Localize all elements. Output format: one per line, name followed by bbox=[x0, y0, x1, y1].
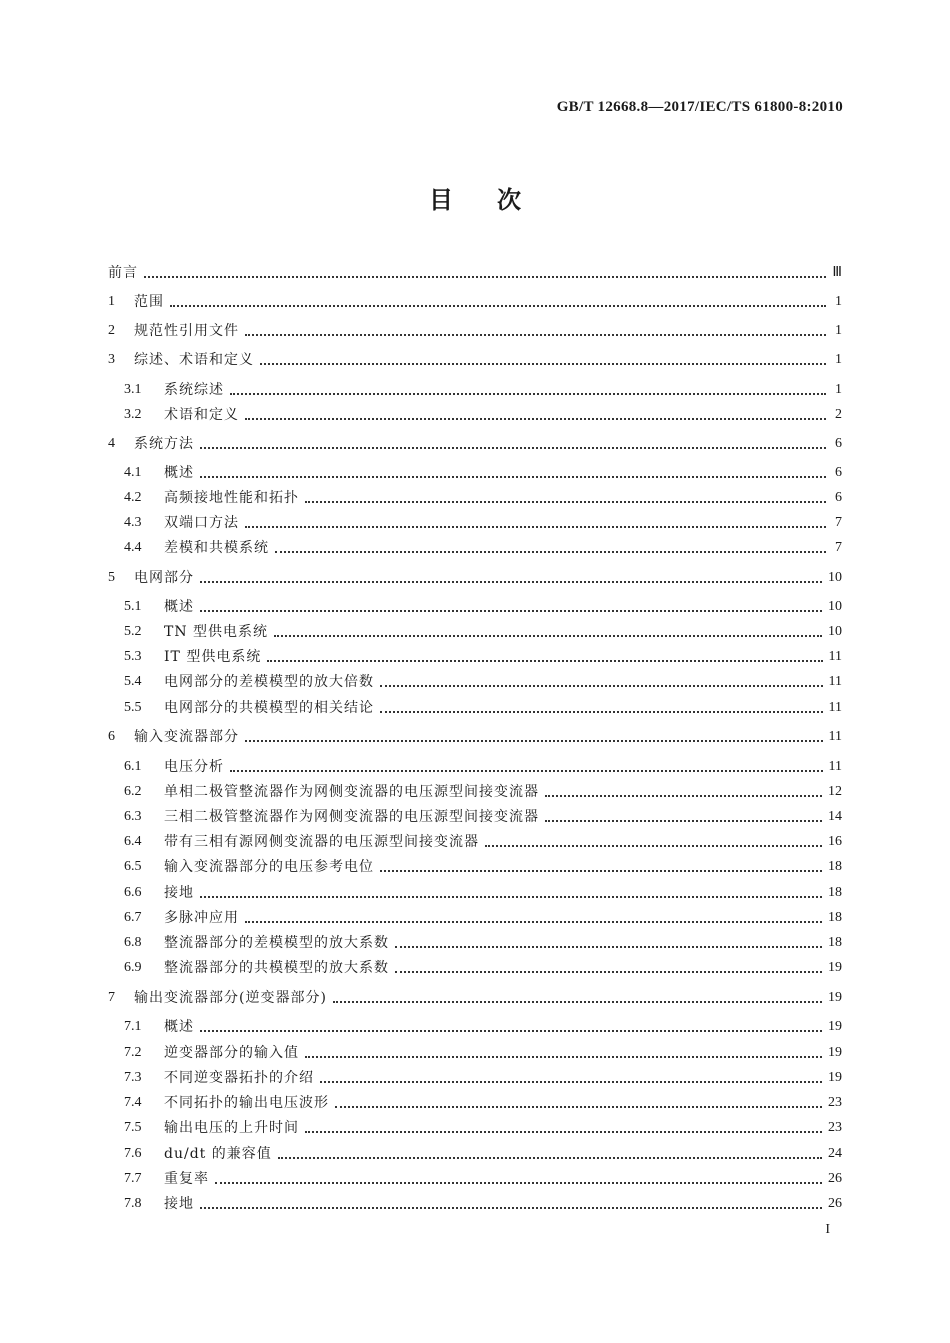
toc-entry-number: 7.1 bbox=[124, 1019, 142, 1034]
toc-entry-number: 5.3 bbox=[124, 649, 142, 664]
dot-leader bbox=[245, 418, 826, 420]
dot-leader bbox=[245, 334, 826, 336]
toc-entry-label: 单相二极管整流器作为网侧变流器的电压源型间接变流器 bbox=[164, 784, 539, 800]
toc-entry-page: 19 bbox=[828, 1070, 842, 1085]
toc-entry-number: 4 bbox=[108, 436, 115, 451]
toc-entry[interactable] bbox=[108, 907, 842, 929]
dot-leader bbox=[335, 1106, 822, 1108]
dot-leader bbox=[230, 770, 823, 772]
toc-entry[interactable] bbox=[108, 379, 842, 401]
toc-entry-label: IT 型供电系统 bbox=[164, 649, 262, 665]
toc-entry[interactable] bbox=[108, 433, 842, 455]
toc-entry-number: 5 bbox=[108, 570, 115, 585]
dot-leader bbox=[395, 971, 822, 973]
toc-entry-number: 7.6 bbox=[124, 1146, 142, 1161]
dot-leader bbox=[200, 447, 826, 449]
toc-entry-label: 输出变流器部分(逆变器部分) bbox=[134, 990, 327, 1006]
toc-entry[interactable] bbox=[108, 349, 842, 371]
toc-entry-label: 多脉冲应用 bbox=[164, 910, 239, 926]
toc-entry[interactable] bbox=[108, 1016, 842, 1038]
toc-entry-page: 11 bbox=[828, 700, 842, 715]
toc-entry-number: 6.8 bbox=[124, 935, 142, 950]
toc-entry[interactable] bbox=[108, 806, 842, 828]
toc-entry-label: 接地 bbox=[164, 885, 194, 901]
toc-entry[interactable] bbox=[108, 621, 842, 643]
toc-entry-page: 7 bbox=[835, 540, 842, 555]
toc-entry-number: 6.3 bbox=[124, 809, 142, 824]
toc-entry[interactable] bbox=[108, 1067, 842, 1089]
toc-entry-number: 5.4 bbox=[124, 674, 142, 689]
toc-entry[interactable] bbox=[108, 1092, 842, 1114]
page-number: I bbox=[825, 1222, 830, 1237]
toc-entry-number: 4.2 bbox=[124, 490, 142, 505]
toc-entry-number: 6.2 bbox=[124, 784, 142, 799]
dot-leader bbox=[245, 921, 822, 923]
toc-entry-label: 电网部分 bbox=[134, 570, 194, 586]
dot-leader bbox=[545, 820, 822, 822]
toc-entry-page: 16 bbox=[828, 834, 842, 849]
toc-entry[interactable] bbox=[108, 1143, 842, 1165]
dot-leader bbox=[170, 305, 826, 307]
page-title: 目次 bbox=[429, 185, 565, 214]
toc-entry-page: 23 bbox=[828, 1095, 842, 1110]
dot-leader bbox=[267, 660, 822, 662]
toc-entry[interactable] bbox=[108, 781, 842, 803]
toc-entry-page: 19 bbox=[828, 1045, 842, 1060]
toc-entry[interactable] bbox=[108, 1042, 842, 1064]
toc-entry-page: 23 bbox=[828, 1120, 842, 1135]
toc-entry-page: 14 bbox=[828, 809, 842, 824]
toc-entry[interactable] bbox=[108, 756, 842, 778]
toc-entry-page: 6 bbox=[835, 436, 842, 451]
dot-leader bbox=[278, 1157, 822, 1159]
toc-entry-page: 11 bbox=[828, 674, 842, 689]
toc-entry-page: 1 bbox=[835, 382, 842, 397]
dot-leader bbox=[230, 393, 826, 395]
toc-entry-label: 输入变流器部分 bbox=[134, 729, 239, 745]
toc-entry-label: 前言 bbox=[108, 265, 138, 281]
toc-entry-number: 3.2 bbox=[124, 407, 142, 422]
toc-entry-number: 7.2 bbox=[124, 1045, 142, 1060]
toc-entry-page: 12 bbox=[828, 784, 842, 799]
toc-entry[interactable] bbox=[108, 567, 842, 589]
toc-entry-page: 1 bbox=[835, 352, 842, 367]
toc-entry-label: 带有三相有源网侧变流器的电压源型间接变流器 bbox=[164, 834, 479, 850]
toc-entry[interactable] bbox=[108, 1193, 842, 1215]
toc-entry-label: 重复率 bbox=[164, 1171, 209, 1187]
toc-entry-number: 5.2 bbox=[124, 624, 142, 639]
toc-entry-number: 7 bbox=[108, 990, 115, 1005]
dot-leader bbox=[380, 685, 823, 687]
toc-entry-label: 系统综述 bbox=[164, 382, 224, 398]
dot-leader bbox=[305, 1131, 822, 1133]
toc-entry-label: 双端口方法 bbox=[164, 515, 239, 531]
toc-entry-number: 7.7 bbox=[124, 1171, 142, 1186]
toc-entry-label: du/dt 的兼容值 bbox=[164, 1146, 272, 1162]
toc-entry[interactable] bbox=[108, 1168, 842, 1190]
toc-entry-label: 整流器部分的差模模型的放大系数 bbox=[164, 935, 389, 951]
toc-entry-label: 概述 bbox=[164, 1019, 194, 1035]
toc-entry-number: 4.1 bbox=[124, 465, 142, 480]
toc-entry[interactable] bbox=[108, 487, 842, 509]
toc-entry-label: 输出电压的上升时间 bbox=[164, 1120, 299, 1136]
dot-leader bbox=[380, 711, 823, 713]
toc-entry[interactable] bbox=[108, 957, 842, 979]
toc-entry-number: 6.9 bbox=[124, 960, 142, 975]
toc-entry-page: 1 bbox=[835, 323, 842, 338]
toc-entry[interactable] bbox=[108, 291, 842, 313]
toc-entry-label: 范围 bbox=[134, 294, 164, 310]
toc-entry-number: 7.4 bbox=[124, 1095, 142, 1110]
toc-entry[interactable] bbox=[108, 856, 842, 878]
toc-entry-page: 18 bbox=[828, 910, 842, 925]
toc-entry-label: TN 型供电系统 bbox=[164, 624, 269, 640]
toc-entry-label: 高频接地性能和拓扑 bbox=[164, 490, 299, 506]
dot-leader bbox=[200, 476, 826, 478]
toc-entry[interactable] bbox=[108, 512, 842, 534]
toc-entry-label: 规范性引用文件 bbox=[134, 323, 239, 339]
toc-entry-label: 概述 bbox=[164, 465, 194, 481]
toc-entry-page: 11 bbox=[828, 649, 842, 664]
toc-entry-label: 不同逆变器拓扑的介绍 bbox=[164, 1070, 314, 1086]
toc-entry-number: 6.5 bbox=[124, 859, 142, 874]
toc-entry-label: 电网部分的共模模型的相关结论 bbox=[164, 700, 374, 716]
toc-entry-page: 10 bbox=[828, 570, 842, 585]
dot-leader bbox=[305, 1056, 822, 1058]
dot-leader bbox=[275, 551, 826, 553]
toc-entry-number: 5.1 bbox=[124, 599, 142, 614]
dot-leader bbox=[320, 1081, 822, 1083]
toc-entry-number: 7.3 bbox=[124, 1070, 142, 1085]
toc-entry-number: 3 bbox=[108, 352, 115, 367]
toc-entry-number: 6.4 bbox=[124, 834, 142, 849]
toc-entry-page: 26 bbox=[828, 1196, 842, 1211]
toc-entry-label: 输入变流器部分的电压参考电位 bbox=[164, 859, 374, 875]
toc-entry-label: 整流器部分的共模模型的放大系数 bbox=[164, 960, 389, 976]
toc-entry-label: 系统方法 bbox=[134, 436, 194, 452]
toc-entry-page: 7 bbox=[835, 515, 842, 530]
toc-entry-page: 2 bbox=[835, 407, 842, 422]
dot-leader bbox=[274, 635, 822, 637]
toc-entry-label: 综述、术语和定义 bbox=[134, 352, 254, 368]
toc-entry[interactable] bbox=[108, 882, 842, 904]
toc-entry-number: 4.3 bbox=[124, 515, 142, 530]
toc-entry-number: 6.7 bbox=[124, 910, 142, 925]
dot-leader bbox=[395, 946, 822, 948]
toc-entry-page: 18 bbox=[828, 859, 842, 874]
toc-entry-label: 三相二极管整流器作为网侧变流器的电压源型间接变流器 bbox=[164, 809, 539, 825]
toc-entry[interactable] bbox=[108, 1117, 842, 1139]
toc-entry[interactable] bbox=[108, 697, 842, 719]
toc-entry-label: 概述 bbox=[164, 599, 194, 615]
toc-entry-number: 7.5 bbox=[124, 1120, 142, 1135]
toc-entry-number: 6.6 bbox=[124, 885, 142, 900]
toc-entry[interactable] bbox=[108, 932, 842, 954]
toc-entry[interactable] bbox=[108, 320, 842, 342]
toc-entry-label: 不同拓扑的输出电压波形 bbox=[164, 1095, 329, 1111]
toc-entry-label: 逆变器部分的输入值 bbox=[164, 1045, 299, 1061]
dot-leader bbox=[215, 1182, 822, 1184]
dot-leader bbox=[380, 870, 822, 872]
toc-entry[interactable] bbox=[108, 537, 842, 559]
toc-entry-page: 18 bbox=[828, 885, 842, 900]
toc-entry-number: 5.5 bbox=[124, 700, 142, 715]
toc-entry-page: 6 bbox=[835, 465, 842, 480]
toc-entry[interactable] bbox=[108, 987, 842, 1009]
dot-leader bbox=[200, 1030, 822, 1032]
dot-leader bbox=[260, 363, 826, 365]
dot-leader bbox=[200, 581, 822, 583]
toc-entry-page: 19 bbox=[828, 1019, 842, 1034]
toc-entry[interactable] bbox=[108, 404, 842, 426]
dot-leader bbox=[305, 501, 826, 503]
toc-entry-page: 6 bbox=[835, 490, 842, 505]
toc-entry-page: 11 bbox=[828, 759, 842, 774]
toc-entry-page: 18 bbox=[828, 935, 842, 950]
toc-entry-label: 接地 bbox=[164, 1196, 194, 1212]
toc-entry-number: 3.1 bbox=[124, 382, 142, 397]
dot-leader bbox=[545, 795, 822, 797]
dot-leader bbox=[245, 740, 823, 742]
toc-entry-number: 2 bbox=[108, 323, 115, 338]
toc-entry[interactable] bbox=[108, 262, 842, 284]
toc-entry-page: 1 bbox=[835, 294, 842, 309]
toc-entry-page: Ⅲ bbox=[832, 265, 842, 280]
dot-leader bbox=[200, 896, 822, 898]
toc-entry-number: 7.8 bbox=[124, 1196, 142, 1211]
toc-entry[interactable] bbox=[108, 726, 842, 748]
toc-entry[interactable] bbox=[108, 646, 842, 668]
dot-leader bbox=[144, 276, 826, 278]
toc-entry-page: 10 bbox=[828, 599, 842, 614]
toc-entry-label: 术语和定义 bbox=[164, 407, 239, 423]
dot-leader bbox=[200, 1207, 822, 1209]
toc-entry-label: 电压分析 bbox=[164, 759, 224, 775]
toc-entry-label: 电网部分的差模模型的放大倍数 bbox=[164, 674, 374, 690]
toc-entry-page: 26 bbox=[828, 1171, 842, 1186]
toc-entry-label: 差模和共模系统 bbox=[164, 540, 269, 556]
standard-code: GB/T 12668.8—2017/IEC/TS 61800-8:2010 bbox=[556, 99, 843, 115]
toc-entry[interactable] bbox=[108, 671, 842, 693]
toc-entry-page: 19 bbox=[828, 990, 842, 1005]
toc-entry-page: 10 bbox=[828, 624, 842, 639]
toc-entry-page: 19 bbox=[828, 960, 842, 975]
toc-entry-page: 11 bbox=[828, 729, 842, 744]
dot-leader bbox=[200, 610, 822, 612]
toc-entry[interactable] bbox=[108, 596, 842, 618]
toc-entry-number: 1 bbox=[108, 294, 115, 309]
toc-entry[interactable] bbox=[108, 462, 842, 484]
dot-leader bbox=[485, 845, 822, 847]
dot-leader bbox=[333, 1001, 822, 1003]
toc-entry-number: 6.1 bbox=[124, 759, 142, 774]
toc-entry-page: 24 bbox=[828, 1146, 842, 1161]
toc-entry[interactable] bbox=[108, 831, 842, 853]
toc-entry-number: 4.4 bbox=[124, 540, 142, 555]
dot-leader bbox=[245, 526, 826, 528]
toc-entry-number: 6 bbox=[108, 729, 115, 744]
